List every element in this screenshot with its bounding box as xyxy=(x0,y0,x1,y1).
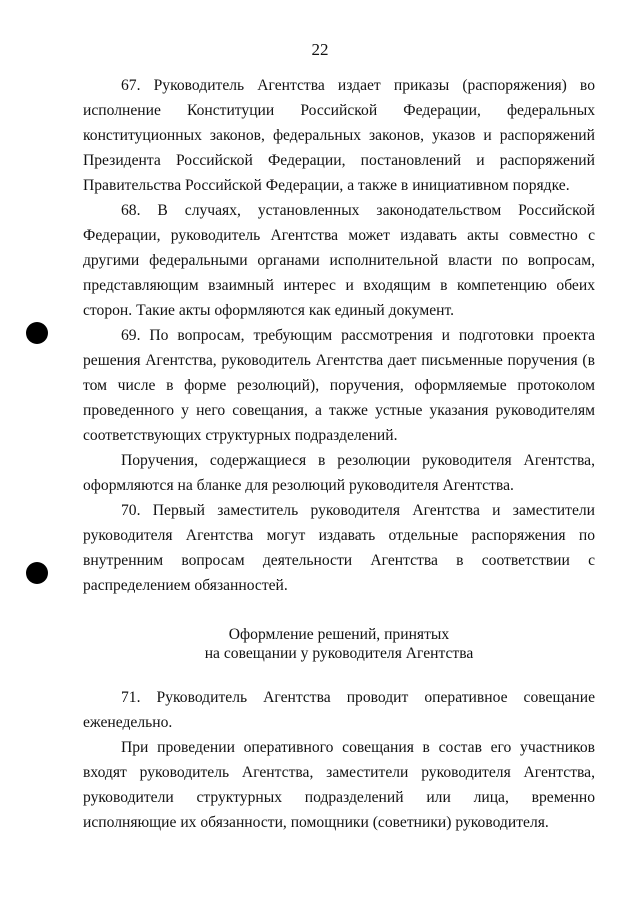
page-number: 22 xyxy=(311,40,329,59)
document-body xyxy=(83,73,595,835)
paragraph-71: 71. Руководитель Агентства проводит оперативное совещание еженедельно. xyxy=(83,689,595,731)
paragraph-71-continuation: При проведении оперативного совещания в состав его участников входят руководитель Агентства, заместители руководителя Агентства, руководители структурных подразделений или лица, временно исполняющие их обязанности, помощники (советники) руководителя. xyxy=(83,739,595,831)
section-heading xyxy=(83,625,595,663)
section-heading-line-2: на совещании у руководителя Агентства xyxy=(204,645,474,662)
paragraph-69: 69. По вопросам, требующим рассмотрения и подготовки проекта решения Агентства, руководитель Агентства дает письменные поручения (в том числе в форме резолюций), поручения, оформляемые протоколом проведенного у него совещания, а также устные указания руководителям соответствующих структурных подразделений. xyxy=(83,327,595,444)
paragraph-68: 68. В случаях, установленных законодательством Российской Федерации, руководитель Агентства может издавать акты совместно с другими федеральными органами исполнительной власти по вопросам, представляющим взаимный интерес и входящим в компетенцию обеих сторон. Такие акты оформляются как единый документ. xyxy=(83,202,595,319)
paragraph-67: 67. Руководитель Агентства издает приказы (распоряжения) во исполнение Конституции Российской Федерации, федеральных конституционных законов, федеральных законов, указов и распоряжений Президента Российской Федерации, постановлений и распоряжений Правительства Российской Федерации, а также в инициативном порядке. xyxy=(83,77,595,194)
paragraph-70: 70. Первый заместитель руководителя Агентства и заместители руководителя Агентства могут издавать отдельные распоряжения по внутренним вопросам деятельности Агентства в соответствии с распределением обязанностей. xyxy=(83,502,595,594)
punch-hole-mark xyxy=(26,562,48,584)
paragraph-69-continuation: Поручения, содержащиеся в резолюции руководителя Агентства, оформляются на бланке для резолюций руководителя Агентства. xyxy=(83,452,595,494)
section-heading-line-1: Оформление решений, принятых xyxy=(228,626,450,643)
punch-hole-mark xyxy=(26,322,48,344)
